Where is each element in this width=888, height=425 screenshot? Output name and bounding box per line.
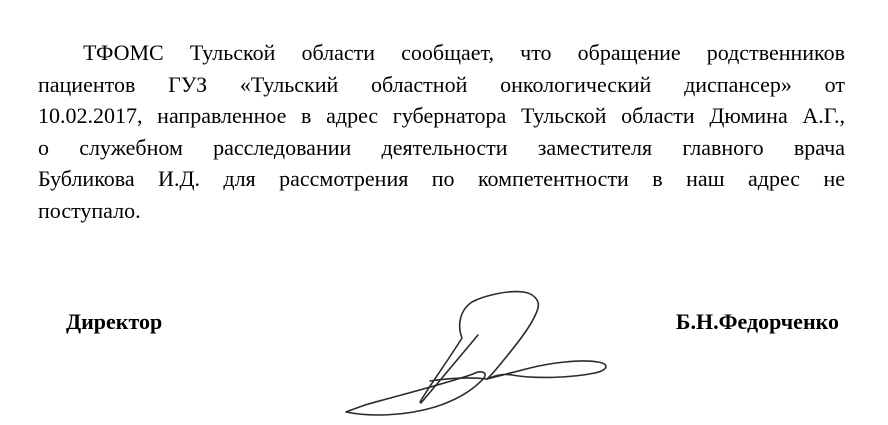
handwritten-signature-icon xyxy=(330,285,650,425)
paragraph-line: о служебном расследовании деятельности заместителя главного врача xyxy=(38,134,845,160)
paragraph-line: 10.02.2017, направленное в адрес губернатора Тульской области Дюмина А.Г., xyxy=(38,103,845,129)
director-title-label: Директор xyxy=(66,309,163,334)
paragraph-line: поступало. xyxy=(38,197,141,223)
paragraph-line: ТФОМС Тульской области сообщает, что обращение родственников xyxy=(83,40,845,65)
signatory-name-label: Б.Н.Федорченко xyxy=(675,309,839,334)
paragraph-line: Бубликова И.Д. для рассмотрения по компетентности в наш адрес не xyxy=(38,166,845,192)
paragraph-line: пациентов ГУЗ «Тульский областной онкологический диспансер» от xyxy=(38,71,845,97)
body-paragraph xyxy=(38,37,845,227)
